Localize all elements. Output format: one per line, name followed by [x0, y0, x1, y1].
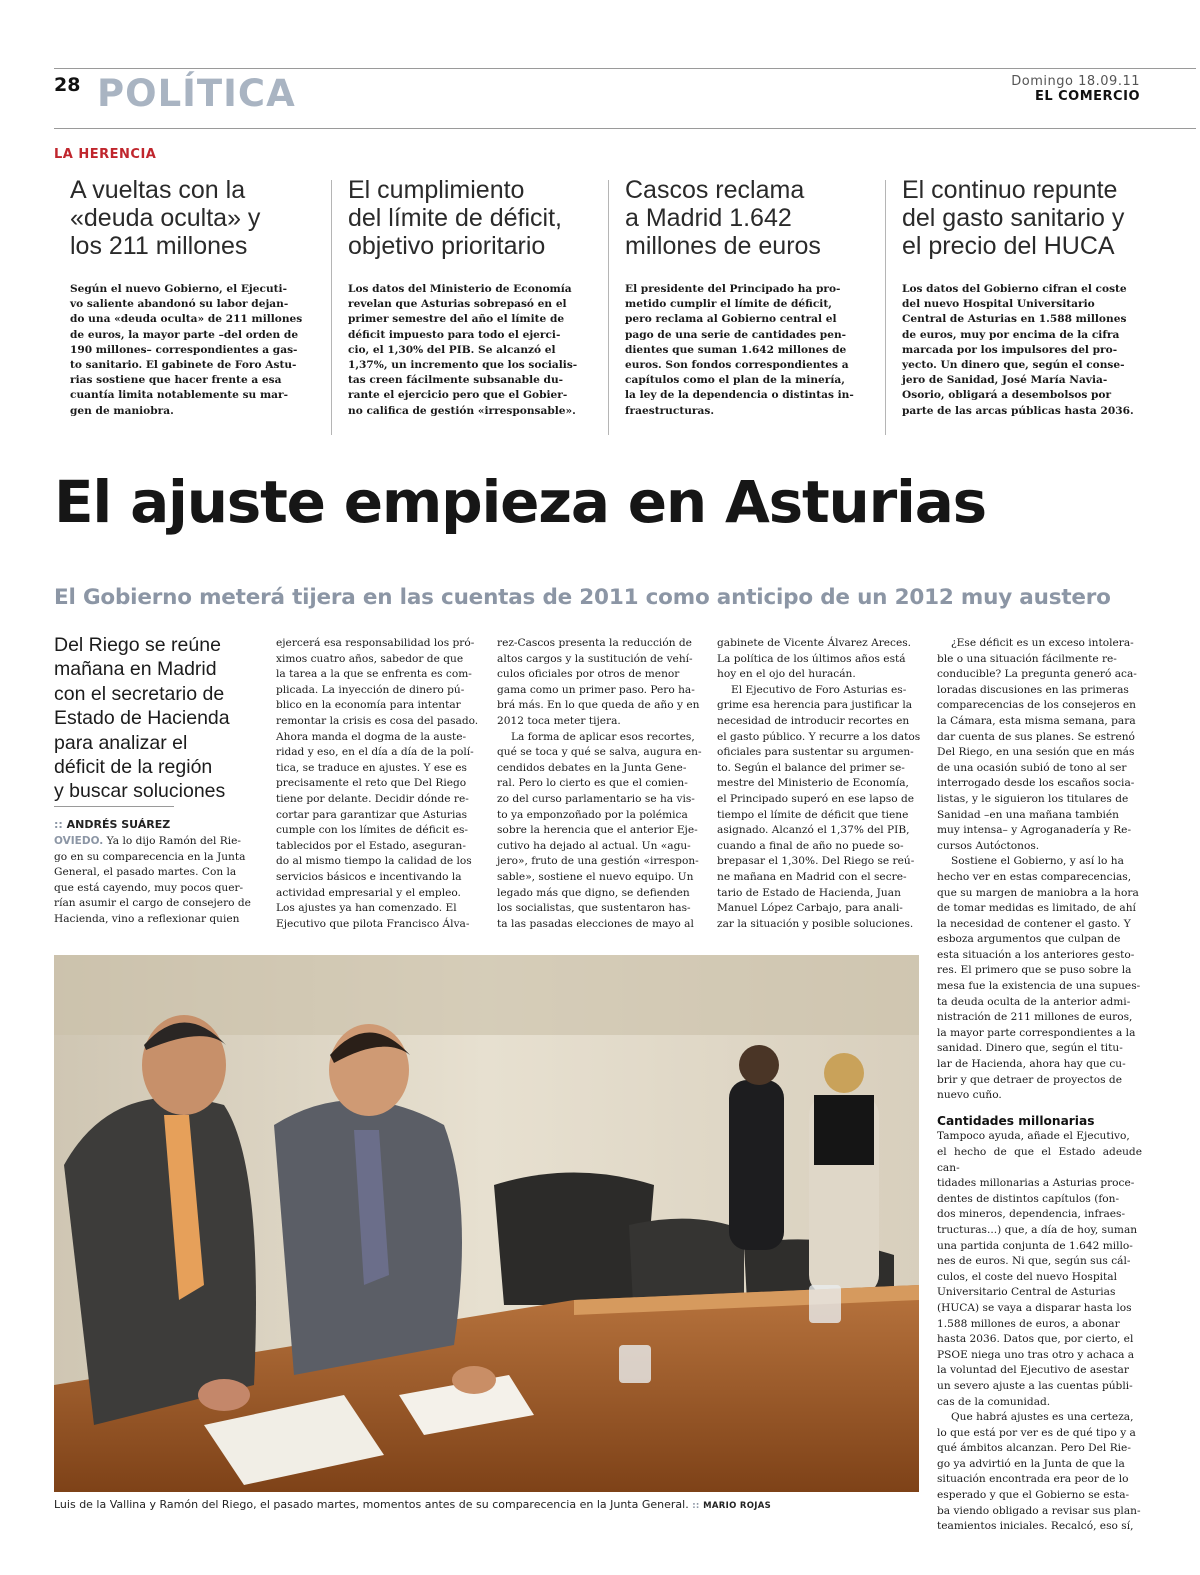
box-body-line: de euros, la mayor parte –del orden de — [70, 328, 299, 341]
article-line: gama como un primer paso. Pero ha- — [497, 683, 695, 696]
article-line: Manuel López Carbajo, para anali- — [717, 902, 903, 915]
article-line: Sostiene el Gobierno, y así lo ha — [951, 855, 1124, 868]
man-center-hand — [452, 1366, 496, 1394]
article-line: dar cuenta de sus planes. Se estrenó — [937, 730, 1135, 743]
article-line: nes de euros. Ni que, según sus cál- — [937, 1255, 1131, 1268]
article-line: la mayor parte correspondientes a la — [937, 1026, 1136, 1039]
article-column — [276, 636, 481, 932]
box-body-line: marcada por los impulsores del pro- — [902, 343, 1118, 356]
article-line: asignado. Alcanzó el 1,37% del PIB, — [717, 824, 910, 837]
person-background-head — [824, 1053, 864, 1093]
box-title-line: a Madrid 1.642 — [625, 204, 792, 232]
box-title-line: A vueltas con la — [70, 176, 246, 204]
article-line: la tarea a la que se enfrenta es com- — [276, 668, 472, 681]
man-left-hand — [198, 1379, 250, 1411]
box-title-line: El continuo repunte — [902, 176, 1118, 204]
article-line: qué ámbitos alcanzan. Pero Del Rie- — [937, 1442, 1131, 1455]
article-line: brá más. En lo que queda de año y en — [497, 699, 700, 712]
article-line: La forma de aplicar esos recortes, — [511, 730, 695, 743]
box-body-line: pago de una serie de cantidades pen- — [625, 328, 847, 341]
box-body-line: cuantía limita notablemente su mar- — [70, 389, 288, 402]
box-body-line: dientes que suman 1.642 millones de — [625, 343, 847, 356]
article-line: legado más que digno, se defienden — [497, 886, 690, 899]
box-body-line: to sanitario. El gabinete de Foro Astu- — [70, 359, 297, 372]
article-line: cursos Autóctonos. — [937, 839, 1040, 852]
article-line: ba viendo obligado a revisar sus plan- — [937, 1504, 1141, 1517]
article-line: Los ajustes ya han comenzado. El — [276, 902, 457, 915]
box-body-line: do una «deuda oculta» de 211 millones — [70, 313, 303, 326]
article-line: cortar para garantizar que Asturias — [276, 808, 468, 821]
person-background — [729, 1080, 784, 1250]
article-line: esta situación a los anteriores gesto- — [937, 948, 1135, 961]
summary-box — [70, 176, 310, 419]
article-line: 1.588 millones de euros, a abonar — [937, 1317, 1120, 1330]
article-line: to. Según el balance del primer se- — [717, 761, 905, 774]
photo-caption — [54, 1498, 771, 1511]
box-body-line: metido cumplir el límite de déficit, — [625, 298, 832, 311]
article-line: cendidos debates en la Junta Gene- — [497, 761, 687, 774]
article-line: ne mañana en Madrid con el secre- — [717, 870, 907, 883]
box-body-line: pero reclama al Gobierno central el — [625, 313, 837, 326]
article-line: dentes de distintos capítulos (fon- — [937, 1192, 1120, 1205]
article-line: Del Riego, en una sesión que en más — [937, 746, 1135, 759]
box-title-line: del gasto sanitario y — [902, 204, 1125, 232]
article-line: conducible? La pregunta generó aca- — [937, 668, 1137, 681]
box-body-line: El presidente del Principado ha pro- — [625, 283, 841, 295]
caption-text: Luis de la Vallina y Ramón del Riego, el pasado martes, momentos antes de su comparecencia en la Junta General. — [54, 1498, 689, 1511]
article-line: el gasto público. Y recurre a los datos — [717, 730, 921, 743]
article-line: hoy en el ojo del huracán. — [717, 668, 856, 681]
photo-illustration — [54, 955, 919, 1492]
article-line: Ya lo dijo Ramón del Rie- — [106, 835, 241, 847]
article-line: precisamente el reto que Del Riego — [276, 777, 467, 790]
article-line: ble o una situación fácilmente re- — [937, 652, 1117, 665]
news-photo — [54, 955, 919, 1492]
article-line: tario de Estado de Hacienda, Juan — [717, 886, 901, 899]
article-line: Que habrá ajustes es una certeza, — [951, 1411, 1134, 1424]
article-line: do al mismo tiempo la calidad de los — [276, 855, 472, 868]
box-body-line: fraestructuras. — [625, 404, 715, 417]
article-line: Hacienda, vino a reflexionar quien — [54, 912, 240, 925]
article-line: cuando a final de año no puede so- — [717, 839, 904, 852]
box-body-line: Los datos del Ministerio de Economía — [348, 283, 572, 295]
article-line: sable», sostiene el nuevo equipo. Un — [497, 870, 694, 883]
deck — [54, 633, 264, 804]
box-body — [70, 282, 310, 419]
article-line: ejercerá esa responsabilidad los pró- — [276, 637, 475, 649]
article-line: Universitario Central de Asturias — [937, 1286, 1116, 1299]
article-line: necesidad de introducir recortes en — [717, 714, 910, 727]
box-title-line: «deuda oculta» y — [70, 204, 261, 232]
box-body-line: revelan que Asturias sobrepasó en el — [348, 298, 567, 311]
man-left-suit — [64, 1098, 256, 1426]
article-line: oficiales para sustentar su argumen- — [717, 746, 914, 759]
article-line: mesa fue la existencia de una supues- — [937, 980, 1141, 993]
deck-line: Del Riego se reúne — [54, 634, 221, 656]
top-rule — [54, 68, 1196, 69]
article-line: El Ejecutivo de Foro Asturias es- — [731, 683, 907, 696]
article-line: PSOE niega uno tras otro y achaca a — [937, 1348, 1135, 1361]
article-line: Sanidad –en una mañana también — [937, 808, 1120, 821]
box-title — [625, 176, 865, 260]
article-line: listas, y le siguieron los titulares de — [937, 792, 1129, 805]
article-line: situación encontrada era peor de lo — [937, 1473, 1129, 1486]
box-body-line: no califica de gestión «irresponsable». — [348, 404, 576, 417]
article-line: tiempo el límite de déficit que tiene — [717, 808, 909, 821]
newspaper-name: EL COMERCIO — [1034, 89, 1140, 104]
article-column — [54, 834, 259, 928]
article-line: comparecencias de los consejeros en — [937, 699, 1136, 712]
box-body-line: Según el nuevo Gobierno, el Ejecuti- — [70, 283, 287, 295]
box-title-line: los 211 millones — [70, 232, 248, 260]
article-line: res. El primero que se puso sobre la — [937, 964, 1132, 977]
box-divider — [608, 180, 609, 435]
article-line: ximos cuatro años, sabedor de que — [276, 652, 464, 665]
article-line: ¿Ese déficit es un exceso intolera- — [951, 637, 1134, 649]
water-glass — [809, 1285, 841, 1323]
box-body-line: la ley de la dependencia o distintas in- — [625, 389, 854, 402]
box-title — [902, 176, 1142, 260]
article-line: zar la situación y posible soluciones. — [717, 917, 914, 930]
box-body-line: euros. Son fondos correspondientes a — [625, 359, 849, 372]
article-line: los socialistas, que sustentaron has- — [497, 902, 691, 915]
article-line: servicios básicos e incentivando la — [276, 870, 462, 883]
deck-line: con el secretario de — [54, 682, 225, 705]
box-title-line: el precio del HUCA — [902, 232, 1115, 260]
article-line: cas de la comunidad. — [937, 1395, 1051, 1408]
box-body-line: gen de maniobra. — [70, 404, 174, 417]
summary-box — [625, 176, 865, 419]
article-line: culos, el coste del nuevo Hospital — [937, 1270, 1117, 1283]
article-line: teamientos iniciales. Recalcó, eso sí, — [937, 1520, 1134, 1533]
subheadline: El Gobierno meterá tijera en las cuentas de 2011 como anticipo de un 2012 muy austero — [54, 585, 1111, 610]
byline — [54, 818, 170, 831]
box-body-line: Los datos del Gobierno cifran el coste — [902, 283, 1127, 295]
article-line: La política de los últimos años está — [717, 652, 906, 665]
article-line: Ejecutivo que pilota Francisco Álva- — [276, 917, 470, 930]
box-title-line: El cumplimiento — [348, 176, 525, 204]
water-glass — [619, 1345, 651, 1383]
article-line: hecho ver en estas comparecencias, — [937, 870, 1132, 883]
article-line: esperado y que el Gobierno se esta- — [937, 1489, 1130, 1502]
box-body-line: capítulos como el plan de la minería, — [625, 374, 845, 387]
article-line: un severo ajuste a las cuentas públi- — [937, 1379, 1133, 1392]
article-line: sobre la herencia que el anterior Eje- — [497, 824, 698, 837]
article-line: lar de Hacienda, ahora hay que cu- — [937, 1058, 1126, 1071]
deck-line: y buscar soluciones — [54, 780, 226, 803]
box-body-line: 1,37%, un incremento que los socialis- — [348, 359, 578, 372]
box-body-line: rante el ejercicio pero que el Gobier- — [348, 389, 568, 402]
article-line: de tomar medidas es limitado, de ahí — [937, 902, 1136, 915]
article-line: la necesidad de contener el gasto. Y — [937, 917, 1131, 930]
article-line: cumple con los límites de déficit es- — [276, 824, 468, 837]
box-body-line: de euros, muy por encima de la cifra — [902, 328, 1120, 341]
article-line: tidades millonarias a Asturias proce- — [937, 1177, 1135, 1190]
article-line: actividad empresarial y el empleo. — [276, 886, 461, 899]
article-line: tiene por delante. Decidir dónde re- — [276, 792, 469, 805]
article-line: grime esa herencia para justificar la — [717, 699, 913, 712]
box-body-line: Osorio, obligará a desembolsos por — [902, 389, 1112, 402]
article-line: que su margen de maniobra a la hora — [937, 886, 1139, 899]
issue-date: Domingo 18.09.11 — [1011, 74, 1140, 89]
box-body-line: rias sostiene que hacer frente a esa — [70, 374, 282, 387]
article-line: rez-Cascos presenta la reducción de — [497, 637, 692, 649]
box-body-line: tas creen fácilmente subsanable du- — [348, 374, 564, 387]
article-line: hasta 2036. Datos que, por cierto, el — [937, 1333, 1134, 1346]
article-line: qué se toca y qué se salva, augura en- — [497, 746, 702, 759]
article-line: altos cargos y la sustitución de vehí- — [497, 652, 693, 665]
article-line: ta deuda oculta de la anterior admi- — [937, 995, 1131, 1008]
box-title — [348, 176, 588, 260]
article-line: gabinete de Vicente Álvarez Areces. — [717, 637, 912, 649]
article-line: 2012 toca meter tijera. — [497, 714, 621, 727]
box-body-line: del nuevo Hospital Universitario — [902, 298, 1095, 311]
article-line: la Cámara, esta misma semana, para — [937, 714, 1136, 727]
article-line: cutivo ha dejado al actual. Un «agu- — [497, 839, 691, 852]
box-title-line: Cascos reclama — [625, 176, 805, 204]
article-line: ta las pasadas elecciones de mayo al — [497, 917, 694, 930]
box-title-line: del límite de déficit, — [348, 204, 562, 232]
article-line: la voluntad del Ejecutivo de asestar — [937, 1364, 1129, 1377]
box-body-line: yecto. Un dinero que, según el conse- — [902, 359, 1125, 372]
article-line: tructuras...) que, a día de hoy, suman — [937, 1223, 1138, 1236]
dateline: OVIEDO. — [54, 835, 104, 847]
article-line: jero», fruto de una gestión «irrespon- — [497, 855, 699, 868]
article-line: zo del curso parlamentario se ha vis- — [497, 792, 695, 805]
article-line: brir y que detraer de proyectos de — [937, 1073, 1122, 1086]
article-line: sanidad. Dinero que, según el titu- — [937, 1042, 1123, 1055]
page-number: 28 — [54, 74, 81, 96]
article-line: Tampoco ayuda, añade el Ejecutivo, — [937, 1130, 1130, 1143]
box-body-line: cio, el 1,30% del PIB. Se alcanzó el — [348, 343, 556, 356]
article-line: (HUCA) se vaya a disparar hasta los — [937, 1301, 1132, 1314]
article-column — [497, 636, 702, 932]
box-body-line: primer semestre del año el límite de — [348, 313, 565, 326]
article-line: mestre del Ministerio de Economía, — [717, 777, 909, 790]
summary-box — [348, 176, 588, 419]
person-background-head — [739, 1045, 779, 1085]
article-line: que está cayendo, muy pocos quer- — [54, 881, 244, 894]
article-line: muy intensa– y Agroganadería y Re- — [937, 824, 1132, 837]
article-line: plicada. La inyección de dinero pú- — [276, 683, 465, 696]
deck-line: para analizar el — [54, 731, 188, 754]
deck-line: déficit de la región — [54, 756, 213, 779]
article-line: culos oficiales por otros de menor — [497, 668, 680, 681]
box-body-line: vo saliente abandonó su labor dejan- — [70, 298, 289, 311]
article-line: ridad y eso, en el día a día de la polí- — [276, 746, 474, 759]
box-divider — [331, 180, 332, 435]
header-rule — [54, 128, 1196, 129]
box-body — [625, 282, 865, 419]
box-body — [348, 282, 588, 419]
deck-line: mañana en Madrid — [54, 658, 217, 681]
box-divider — [885, 180, 886, 435]
article-line: nuevo cuño. — [937, 1089, 1002, 1102]
article-line: go ya advirtió en la Junta de que la — [937, 1457, 1125, 1470]
section-title: POLÍTICA — [97, 72, 296, 115]
article-line: Ahora manda el dogma de la auste- — [276, 730, 467, 743]
article-line: ral. Pero lo cierto es que el comien- — [497, 777, 688, 790]
article-line: brepasar el 1,30%. Del Riego se reú- — [717, 855, 915, 868]
summary-box — [902, 176, 1142, 419]
box-body-line: parte de las arcas públicas hasta 2036. — [902, 404, 1134, 417]
person-background-top — [814, 1095, 874, 1165]
box-body-line: Central de Asturias en 1.588 millones — [902, 313, 1127, 326]
article-line: tablecidos por el Estado, aseguran- — [276, 839, 466, 852]
byline-marker: :: — [54, 818, 63, 831]
credit-marker: :: — [692, 1501, 700, 1511]
box-body-line: jero de Sanidad, José María Navia- — [902, 374, 1108, 387]
deck-line: Estado de Hacienda — [54, 707, 230, 730]
section-subtitle: Cantidades millonarias — [937, 1113, 1095, 1128]
headline: El ajuste empieza en Asturias — [54, 468, 986, 536]
deck-rule — [54, 806, 174, 807]
box-body — [902, 282, 1142, 419]
article-line: interrogado desde los escaños socia- — [937, 777, 1135, 790]
box-title-line: millones de euros — [625, 232, 821, 260]
article-line: General, el pasado martes. Con la — [54, 866, 237, 879]
article-line: go en su comparecencia en la Junta — [54, 850, 246, 863]
box-title-line: objetivo prioritario — [348, 232, 546, 260]
article-line: blico en la economía para intentar — [276, 699, 461, 712]
article-line: dos mineros, dependencia, infraes- — [937, 1208, 1126, 1221]
photo-credit: MARIO ROJAS — [703, 1501, 771, 1511]
article-line: remontar la crisis es cosa del pasado. — [276, 714, 479, 727]
article-line: loradas discusiones en las primeras — [937, 683, 1129, 696]
byline-author: ANDRÉS SUÁREZ — [66, 818, 171, 831]
article-line: el Principado superó en ese lapso de — [717, 792, 915, 805]
box-body-line: 190 millones– correspondientes a gas- — [70, 343, 298, 356]
article-line: esboza argumentos que culpan de — [937, 933, 1121, 946]
article-line: lo que está por ver es de qué tipo y a — [937, 1426, 1136, 1439]
article-line: nistración de 211 millones de euros, — [937, 1011, 1133, 1024]
article-line: to ya emponzoñado por la polémica — [497, 808, 688, 821]
article-line: de una ocasión subió de tono al ser — [937, 761, 1127, 774]
article-column — [937, 636, 1142, 1535]
box-title — [70, 176, 310, 260]
kicker: LA HERENCIA — [54, 147, 157, 162]
box-body-line: déficit impuesto para todo el ejerci- — [348, 328, 561, 341]
article-column — [717, 636, 922, 932]
article-line: tica, se traduce en ajustes. Y ese es — [276, 761, 467, 774]
article-line: una partida conjunta de 1.642 millo- — [937, 1239, 1133, 1252]
article-line: el hecho de que el Estado adeude can- — [937, 1146, 1142, 1174]
article-line: rían asumir el cargo de consejero de — [54, 897, 251, 910]
